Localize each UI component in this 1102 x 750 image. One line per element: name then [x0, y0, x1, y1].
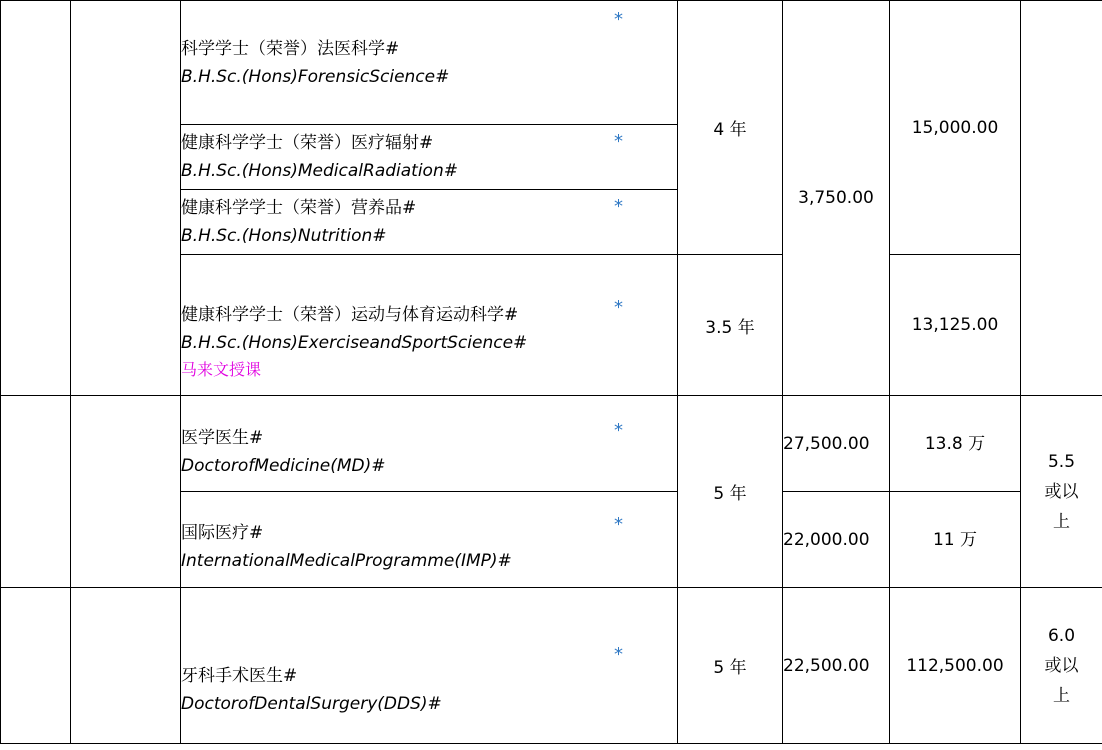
- program-name-cn: 牙科手术医生#: [181, 665, 298, 686]
- score-cell-group1: [1021, 1, 1102, 396]
- program-name-en: DoctorofMedicine(MD)#: [181, 455, 386, 476]
- fee-per-year-dds: 22,500.00: [783, 588, 890, 744]
- score-suffix-2: 上: [1053, 511, 1070, 532]
- table-row: [1, 396, 1102, 492]
- score-cell-group3: [1021, 588, 1102, 744]
- score-suffix-1: 或以: [1044, 481, 1079, 502]
- program-cell-medical-radiation: [181, 125, 678, 190]
- program-cell-doctor-of-dental-surgery: [181, 588, 678, 744]
- score-value: 6.0: [1047, 625, 1076, 646]
- asterisk-icon: *: [614, 9, 623, 30]
- asterisk-icon: *: [614, 131, 623, 152]
- program-cell-exercise-sport-science: [181, 255, 678, 396]
- duration-4-years: 4 年: [678, 1, 783, 255]
- fee-total-15000: 15,000.00: [890, 1, 1021, 255]
- asterisk-icon: *: [614, 514, 623, 535]
- program-note: 马来文授课: [181, 360, 262, 379]
- program-name-cn: 国际医疗#: [181, 522, 264, 543]
- cell-col1-group2: [1, 396, 71, 588]
- fee-per-year-group1: 3,750.00: [783, 1, 890, 396]
- program-cell-forensic-science: [181, 1, 678, 125]
- score-cell-group2: [1021, 396, 1102, 588]
- program-name-cn: 健康科学学士（荣誉）医疗辐射#: [181, 133, 434, 153]
- program-name-en: B.H.Sc.(Hons)MedicalRadiation#: [181, 161, 458, 181]
- program-name-cn: 健康科学学士（荣誉）营养品#: [181, 198, 417, 218]
- asterisk-icon: *: [614, 644, 623, 665]
- program-cell-doctor-of-medicine: [181, 396, 678, 492]
- fee-total-13125: 13,125.00: [890, 255, 1021, 396]
- program-cell-international-medical-programme: [181, 492, 678, 588]
- score-suffix-2: 上: [1053, 685, 1070, 706]
- cell-col1-group3: [1, 588, 71, 744]
- asterisk-icon: *: [614, 297, 623, 318]
- duration-5-years-group3: 5 年: [678, 588, 783, 744]
- program-name-en: InternationalMedicalProgramme(IMP)#: [181, 550, 512, 571]
- cell-col2-group2: [71, 396, 181, 588]
- program-cell-nutrition: [181, 190, 678, 255]
- duration-3point5-years: 3.5 年: [678, 255, 783, 396]
- program-name-cn: 医学医生#: [181, 427, 264, 448]
- score-suffix-1: 或以: [1044, 655, 1079, 676]
- fee-total-imp: 11 万: [890, 492, 1021, 588]
- asterisk-icon: *: [614, 420, 623, 441]
- cell-col2-group3: [71, 588, 181, 744]
- program-name-en: B.H.Sc.(Hons)ForensicScience#: [181, 66, 450, 87]
- program-name-cn: 科学学士（荣誉）法医科学#: [181, 38, 400, 59]
- cell-col2-group1: [71, 1, 181, 396]
- program-name-cn: 健康科学学士（荣誉）运动与体育运动科学#: [181, 305, 519, 325]
- fee-total-dds: 112,500.00: [890, 588, 1021, 744]
- program-name-en: B.H.Sc.(Hons)ExerciseandSportScience#: [181, 333, 528, 353]
- fee-per-year-md: 27,500.00: [783, 396, 890, 492]
- table-row: [1, 1, 1102, 125]
- duration-5-years-group2: 5 年: [678, 396, 783, 588]
- fee-total-md: 13.8 万: [890, 396, 1021, 492]
- asterisk-icon: *: [614, 196, 623, 217]
- fee-per-year-imp: 22,000.00: [783, 492, 890, 588]
- score-value: 5.5: [1047, 451, 1076, 472]
- cell-col1-group1: [1, 1, 71, 396]
- table-row: [1, 588, 1102, 744]
- program-name-en: DoctorofDentalSurgery(DDS)#: [181, 693, 442, 714]
- program-name-en: B.H.Sc.(Hons)Nutrition#: [181, 226, 387, 246]
